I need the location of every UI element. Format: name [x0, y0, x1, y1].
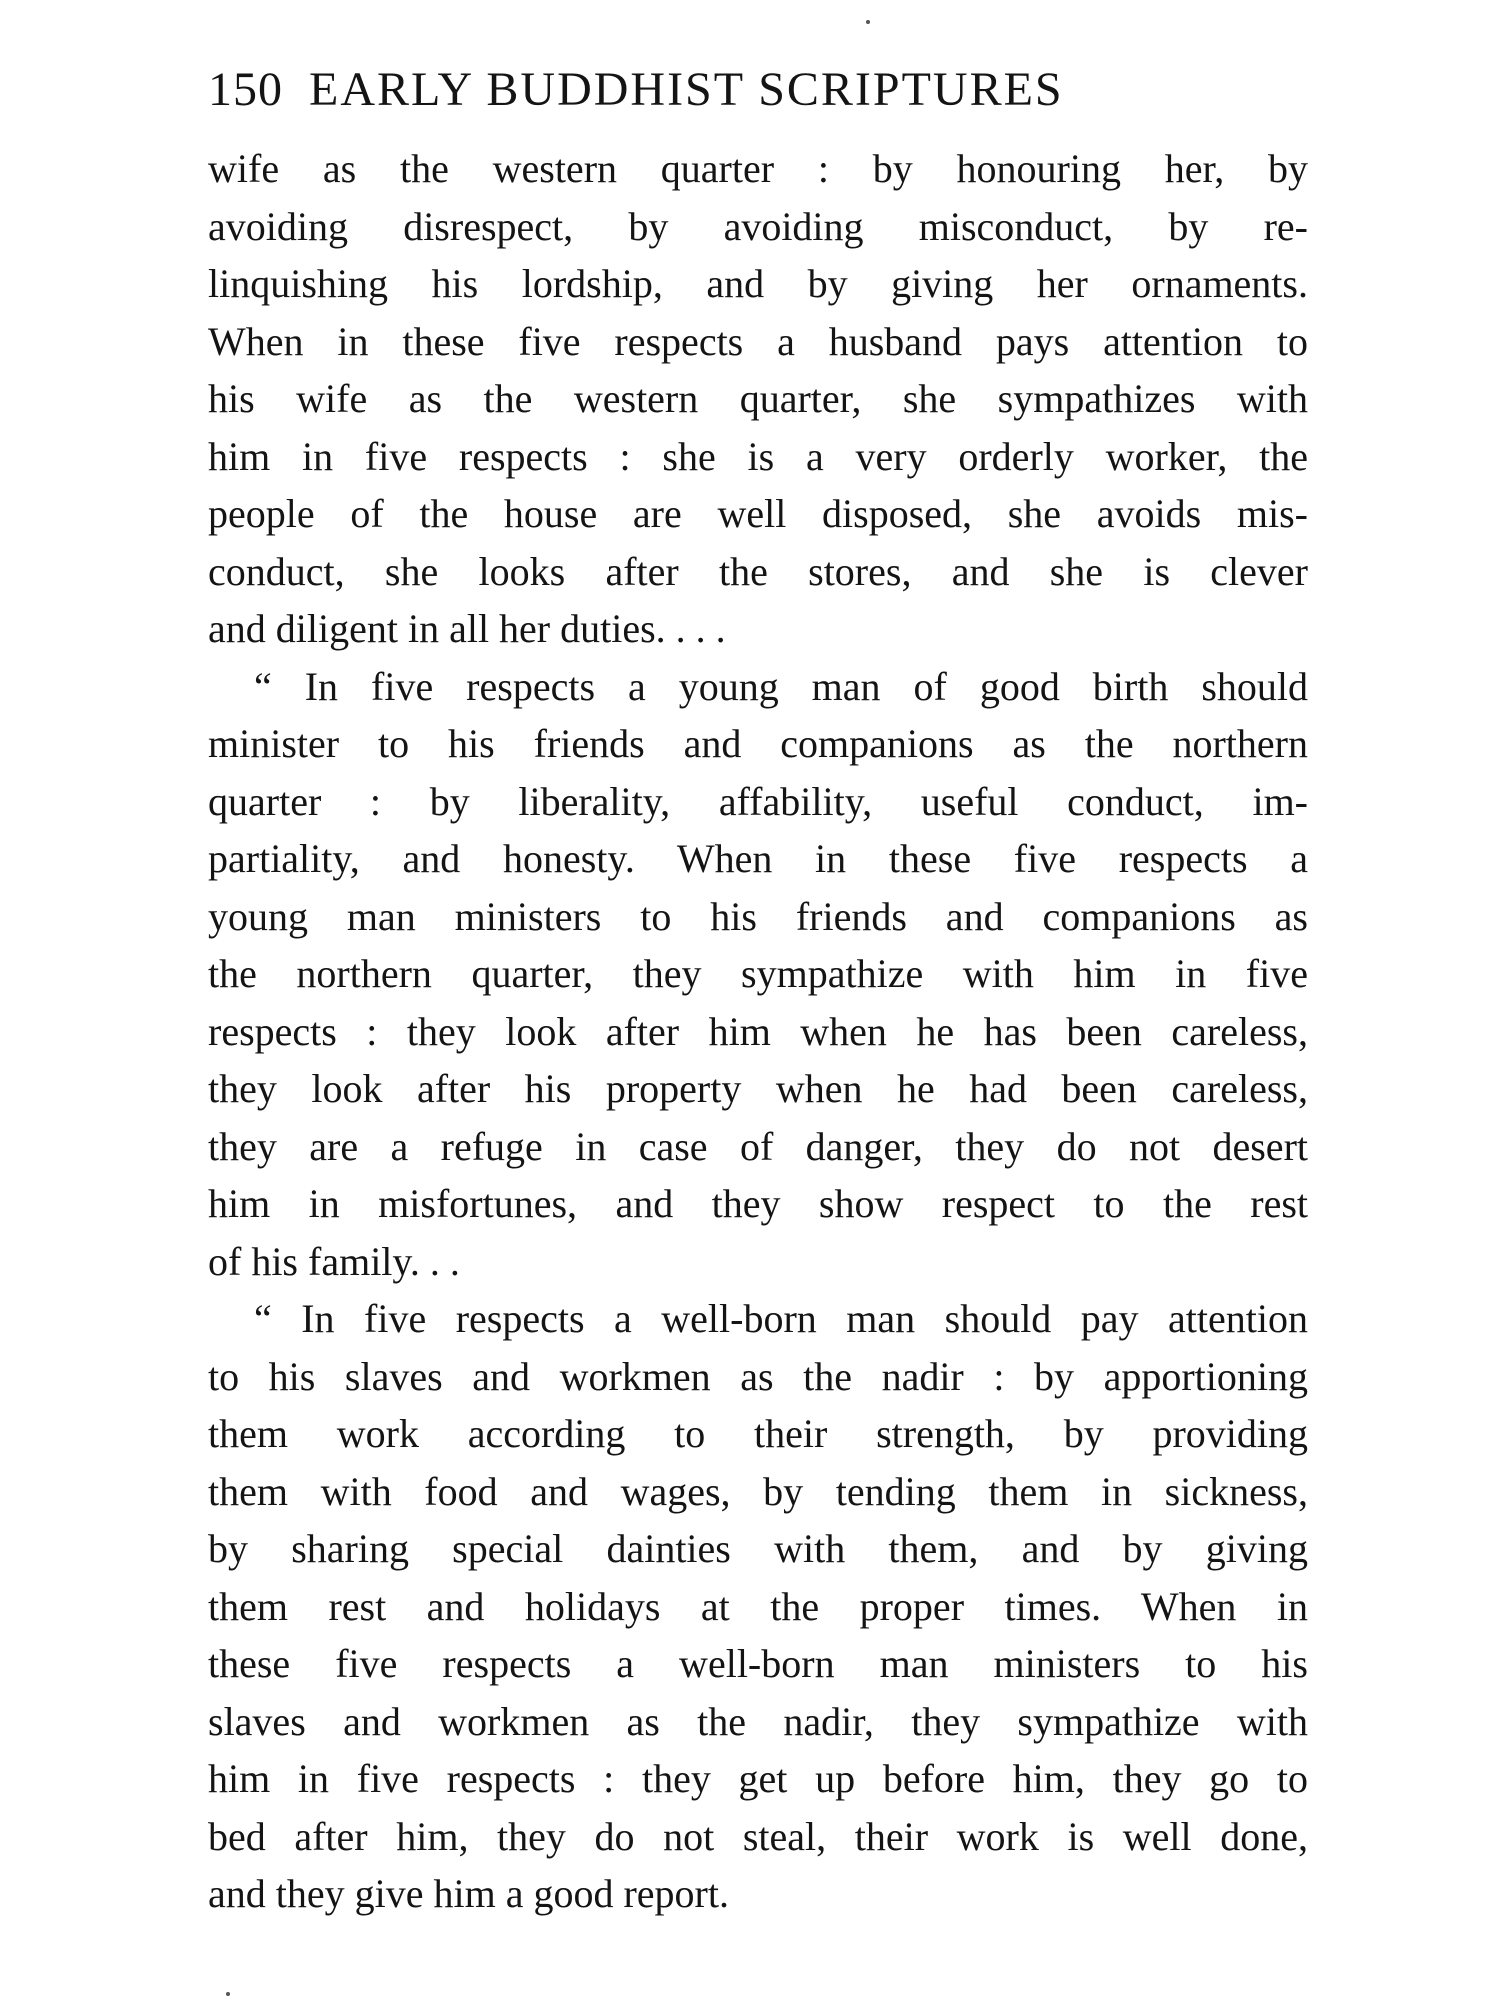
book-title: EARLY BUDDHIST SCRIPTURES — [309, 63, 1064, 116]
text-line: people of the house are well disposed, she avoids mis- — [208, 491, 1308, 536]
text-line: them with food and wages, by tending them in sickness, — [208, 1468, 1308, 1514]
text-line: respects : they look after him when he has been careless, — [208, 1008, 1308, 1054]
text-line: these five respects a well-born man ministers to his — [208, 1641, 1308, 1686]
text-line: them rest and holidays at the proper times. When in — [208, 1583, 1308, 1629]
text-line: they are a refuge in case of danger, they do not desert — [208, 1123, 1308, 1169]
text-line: avoiding disrespect, by avoiding misconduct, by re- — [208, 203, 1308, 249]
speck-mark — [226, 1992, 230, 1996]
text-line: him in misfortunes, and they show respect to the rest — [208, 1181, 1308, 1226]
text-line: they look after his property when he had been careless, — [208, 1066, 1308, 1111]
text-line: “ In five respects a well-born man should pay attention — [254, 1296, 1308, 1341]
page-number: 150 — [208, 63, 283, 116]
paragraph-wife — [208, 140, 1308, 658]
paragraph-friends — [208, 658, 1308, 1291]
paragraph-workmen — [208, 1290, 1308, 1923]
text-line: by sharing special dainties with them, and by giving — [208, 1526, 1308, 1571]
speck-mark — [866, 20, 870, 24]
text-line: him in five respects : she is a very orderly worker, the — [208, 433, 1308, 479]
text-line: linquishing his lordship, and by giving her ornaments. — [208, 261, 1308, 306]
text-line: to his slaves and workmen as the nadir : by apportioning — [208, 1353, 1308, 1399]
text-line: minister to his friends and companions as the northern — [208, 721, 1308, 766]
text-line: “ In five respects a young man of good birth should — [254, 663, 1308, 709]
text-line: his wife as the western quarter, she sympathizes with — [208, 376, 1308, 421]
text-line: slaves and workmen as the nadir, they sympathize with — [208, 1698, 1308, 1744]
text-line: wife as the western quarter : by honouring her, by — [208, 146, 1308, 191]
text-line: quarter : by liberality, affability, useful conduct, im- — [208, 778, 1308, 824]
text-line: young man ministers to his friends and companions as — [208, 893, 1308, 939]
text-line: bed after him, they do not steal, their work is well done, — [208, 1813, 1308, 1859]
running-head — [208, 62, 1308, 132]
text-line: them work according to their strength, by providing — [208, 1411, 1308, 1456]
text-line: and diligent in all her duties. . . . — [208, 606, 726, 651]
text-line: of his family. . . — [208, 1238, 460, 1284]
text-line: When in these five respects a husband pays attention to — [208, 318, 1308, 364]
body-text — [208, 140, 1308, 1923]
text-line: and they give him a good report. — [208, 1871, 729, 1916]
text-line: him in five respects : they get up before him, they go to — [208, 1756, 1308, 1801]
text-line: the northern quarter, they sympathize with him in five — [208, 951, 1308, 996]
text-line: partiality, and honesty. When in these five respects a — [208, 836, 1308, 881]
text-line: conduct, she looks after the stores, and she is clever — [208, 548, 1308, 594]
